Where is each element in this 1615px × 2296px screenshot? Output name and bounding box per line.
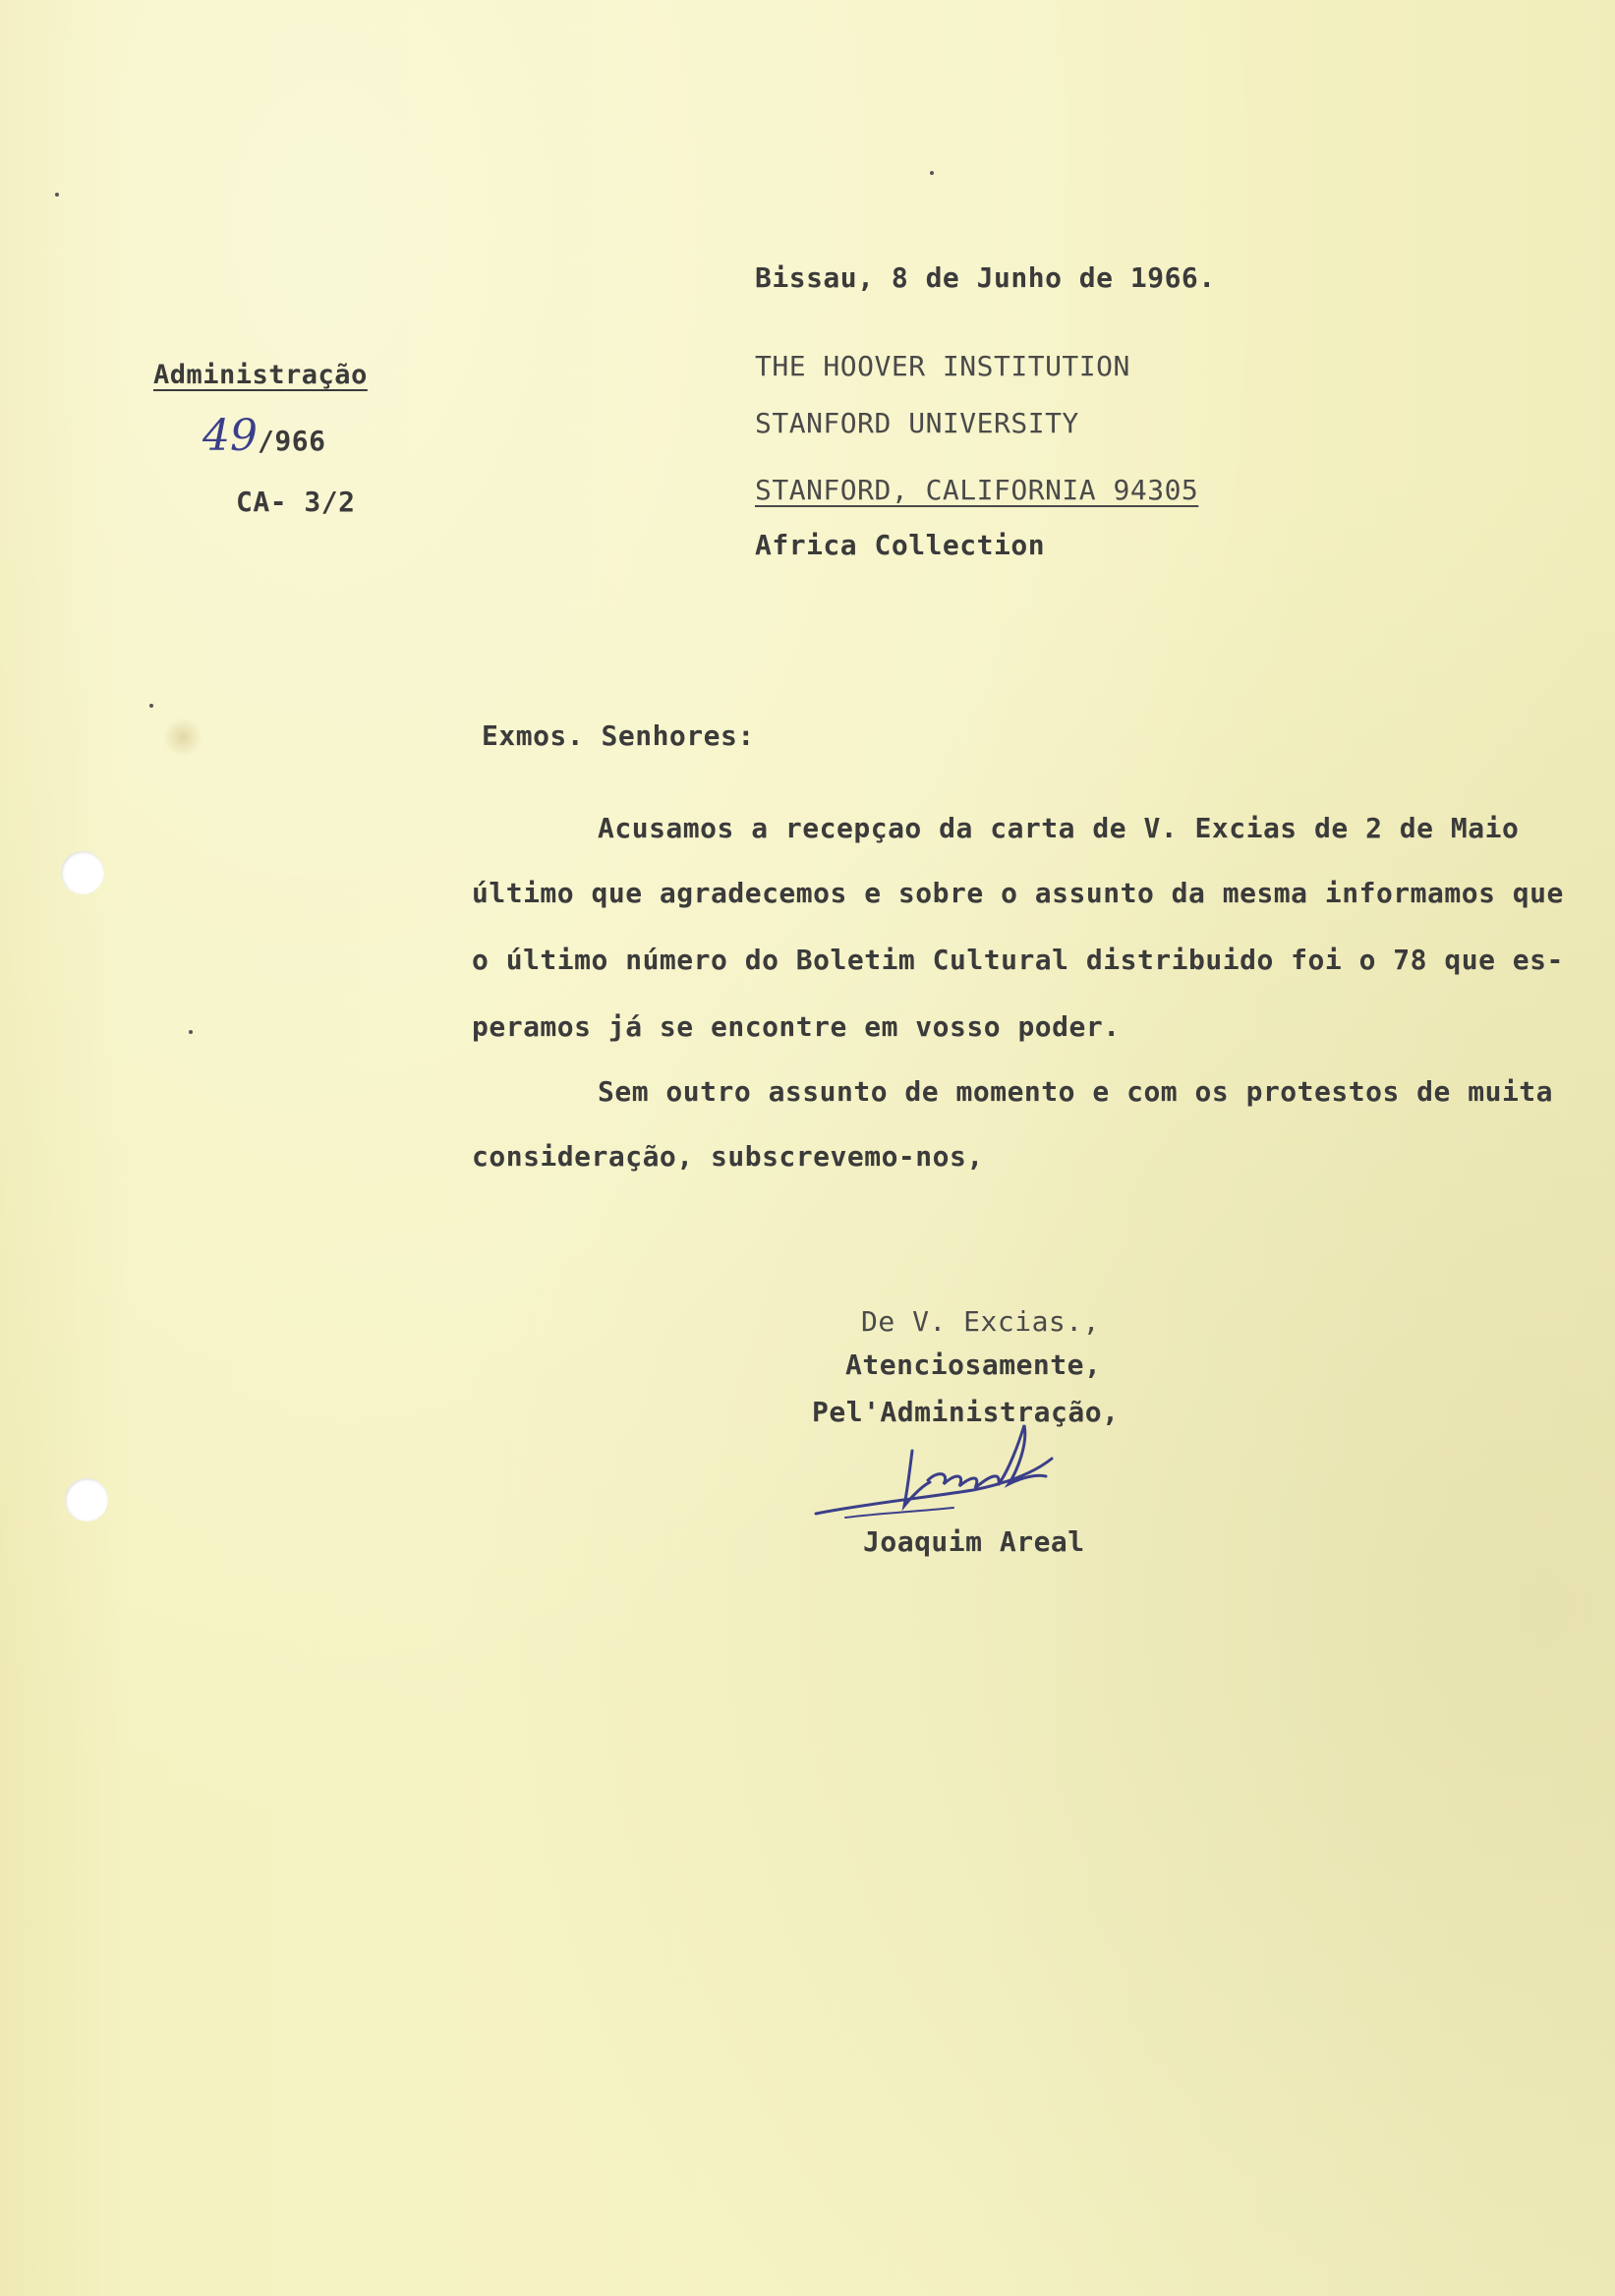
- recipient-line-4: Africa Collection: [755, 529, 1046, 561]
- place-date: Bissau, 8 de Junho de 1966.: [755, 261, 1216, 294]
- punch-hole-bottom: [65, 1478, 108, 1521]
- handwritten-signature: [806, 1415, 1071, 1533]
- closing-line-2: Atenciosamente,: [845, 1349, 1102, 1381]
- reference-number: [202, 411, 325, 461]
- department-label: Administração: [153, 360, 368, 390]
- reference-code: CA- 3/2: [236, 486, 356, 518]
- body-paragraph-1-line-4: peramos já se encontre em vosso poder.: [472, 1010, 1121, 1043]
- paper-speck: [189, 1030, 193, 1034]
- closing-line-1: De V. Excias.,: [861, 1305, 1101, 1338]
- closing-line-3: Pel'Administração,: [812, 1396, 1120, 1428]
- recipient-line-2: STANFORD UNIVERSITY: [755, 407, 1079, 439]
- body-paragraph-1-line-1: Acusamos a recepçao da carta de V. Excias de 2 de Maio: [598, 812, 1520, 844]
- reference-number-typed: /966: [258, 425, 326, 457]
- body-paragraph-2-line-2: consideração, subscrevemo-nos,: [472, 1140, 984, 1173]
- paper-stain: [163, 718, 202, 757]
- paper-speck: [149, 704, 153, 708]
- punch-hole-top: [61, 851, 104, 894]
- body-paragraph-1-line-3: o último número do Boletim Cultural distribuido foi o 78 que es-: [472, 944, 1564, 976]
- recipient-line-1: THE HOOVER INSTITUTION: [755, 350, 1130, 382]
- signatory-name: Joaquim Areal: [863, 1525, 1085, 1558]
- paper-speck: [930, 171, 934, 175]
- salutation: Exmos. Senhores:: [482, 719, 755, 752]
- paper-speck: [55, 193, 59, 197]
- recipient-line-3: STANFORD, CALIFORNIA 94305: [755, 474, 1199, 506]
- body-paragraph-1-line-2: último que agradecemos e sobre o assunto da mesma informamos que: [472, 877, 1564, 909]
- reference-number-handwritten: 49: [202, 411, 258, 461]
- body-paragraph-2-line-1: Sem outro assunto de momento e com os protestos de muita: [598, 1075, 1554, 1108]
